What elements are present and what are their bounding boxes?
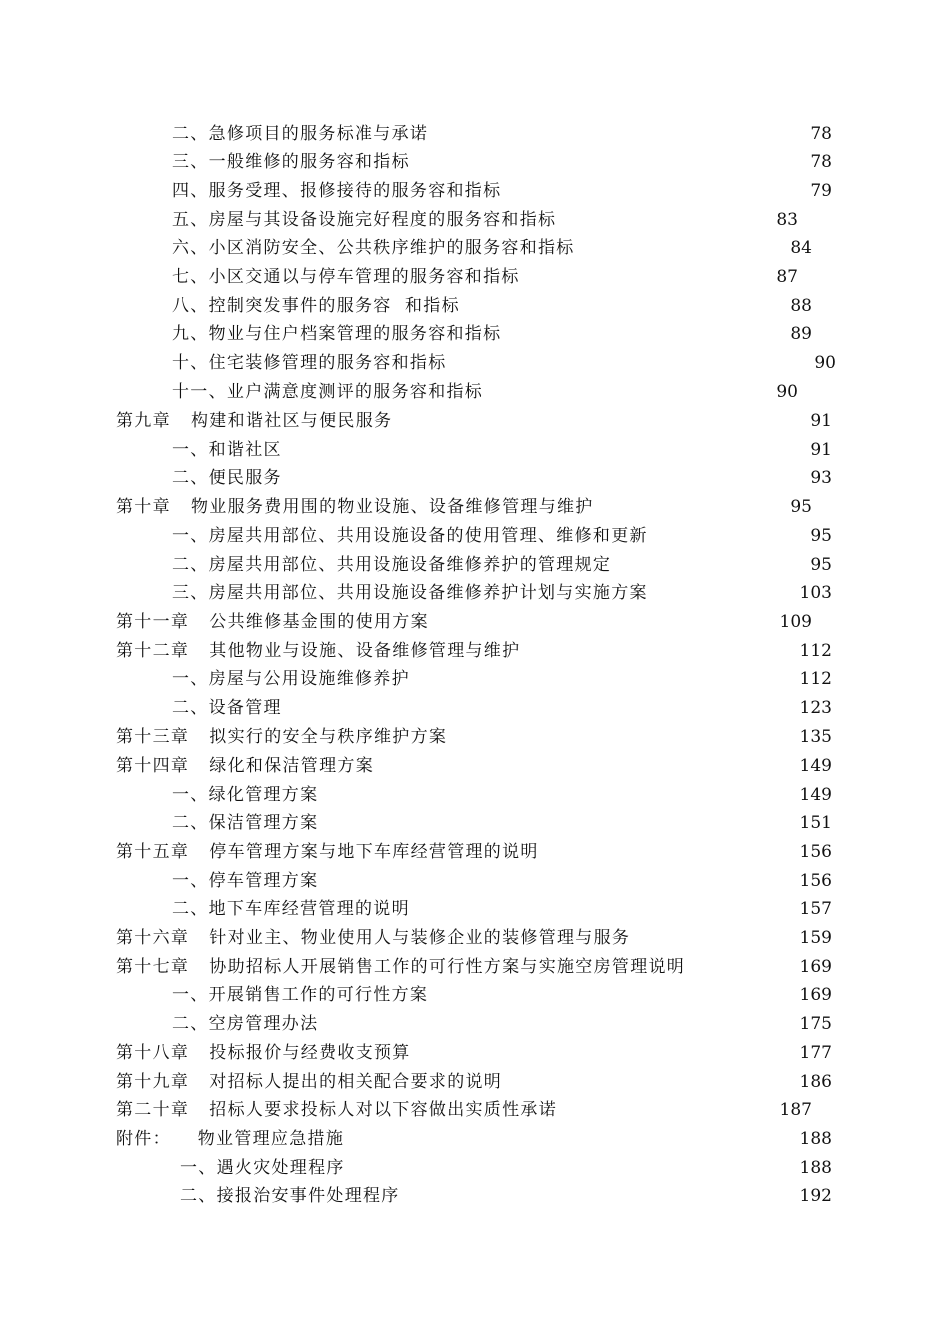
toc-entry-title: 一、绿化管理方案 bbox=[172, 785, 319, 805]
toc-entry-page: 88 bbox=[790, 296, 812, 316]
toc-entry-title: 七、小区交通以与停车管理的服务容和指标 bbox=[172, 267, 520, 287]
toc-entry[interactable] bbox=[0, 551, 950, 579]
toc-entry-title: 九、物业与住户档案管理的服务容和指标 bbox=[172, 324, 502, 344]
toc-entry[interactable] bbox=[0, 608, 950, 636]
toc-entry[interactable] bbox=[0, 378, 950, 406]
toc-entry-page: 169 bbox=[799, 985, 832, 1005]
toc-entry-page: 157 bbox=[799, 899, 832, 919]
toc-entry[interactable] bbox=[0, 234, 950, 262]
toc-entry-title: 第十九章 对招标人提出的相关配合要求的说明 bbox=[116, 1072, 503, 1092]
toc-entry-page: 188 bbox=[799, 1158, 832, 1178]
toc-entry-page: 149 bbox=[799, 756, 832, 776]
toc-entry[interactable] bbox=[0, 981, 950, 1009]
toc-entry[interactable] bbox=[0, 436, 950, 464]
toc-entry-page: 93 bbox=[810, 468, 832, 488]
toc-entry[interactable] bbox=[0, 924, 950, 952]
toc-entry[interactable] bbox=[0, 464, 950, 492]
toc-entry[interactable] bbox=[0, 320, 950, 348]
toc-entry-page: 192 bbox=[799, 1186, 832, 1206]
toc-entry-page: 95 bbox=[810, 526, 832, 546]
toc-entry-title: 二、接报治安事件处理程序 bbox=[180, 1186, 400, 1206]
toc-entry[interactable] bbox=[0, 838, 950, 866]
toc-entry-title: 五、房屋与其设备设施完好程度的服务容和指标 bbox=[172, 210, 557, 230]
toc-entry-title: 一、和谐社区 bbox=[172, 440, 282, 460]
toc-entry-title: 二、急修项目的服务标准与承诺 bbox=[172, 124, 429, 144]
toc-entry-title: 一、房屋共用部位、共用设施设备的使用管理、维修和更新 bbox=[172, 526, 648, 546]
toc-entry-title: 第十一章 公共维修基金围的使用方案 bbox=[116, 612, 429, 632]
toc-entry[interactable] bbox=[0, 493, 950, 521]
toc-entry-page: 112 bbox=[799, 641, 832, 661]
toc-entry-page: 169 bbox=[799, 957, 832, 977]
toc-entry[interactable] bbox=[0, 637, 950, 665]
toc-entry-page: 91 bbox=[810, 411, 832, 431]
toc-entry-title: 第十七章 协助招标人开展销售工作的可行性方案与实施空房管理说明 bbox=[116, 957, 686, 977]
toc-entry-title: 一、停车管理方案 bbox=[172, 871, 319, 891]
toc-entry-page: 149 bbox=[799, 785, 832, 805]
toc-entry-title: 第二十章 招标人要求投标人对以下容做出实质性承诺 bbox=[116, 1100, 558, 1120]
toc-entry-page: 95 bbox=[790, 497, 812, 517]
toc-entry-title: 一、开展销售工作的可行性方案 bbox=[172, 985, 429, 1005]
toc-entry-page: 135 bbox=[799, 727, 832, 747]
toc-entry[interactable] bbox=[0, 148, 950, 176]
toc-entry-page: 156 bbox=[799, 871, 832, 891]
toc-entry[interactable] bbox=[0, 1068, 950, 1096]
toc-entry-title: 第十五章 停车管理方案与地下车库经营管理的说明 bbox=[116, 842, 539, 862]
toc-entry-page: 103 bbox=[799, 583, 832, 603]
toc-entry[interactable] bbox=[0, 1154, 950, 1182]
toc-entry-page: 91 bbox=[810, 440, 832, 460]
toc-entry-title: 第九章 构建和谐社区与便民服务 bbox=[116, 411, 393, 431]
toc-entry[interactable] bbox=[0, 1182, 950, 1210]
toc-entry-page: 79 bbox=[810, 181, 832, 201]
toc-entry[interactable] bbox=[0, 120, 950, 148]
toc-entry-page: 95 bbox=[810, 555, 832, 575]
toc-entry-title: 六、小区消防安全、公共秩序维护的服务容和指标 bbox=[172, 238, 575, 258]
toc-entry-page: 112 bbox=[799, 669, 832, 689]
toc-entry-page: 188 bbox=[799, 1129, 832, 1149]
toc-entry-title: 二、保洁管理方案 bbox=[172, 813, 319, 833]
toc-entry[interactable] bbox=[0, 1096, 950, 1124]
toc-entry[interactable] bbox=[0, 177, 950, 205]
toc-entry[interactable] bbox=[0, 694, 950, 722]
toc-entry-title: 第十八章 投标报价与经费收支预算 bbox=[116, 1043, 411, 1063]
toc-entry[interactable] bbox=[0, 895, 950, 923]
toc-entry-page: 87 bbox=[776, 267, 798, 287]
toc-entry[interactable] bbox=[0, 263, 950, 291]
toc-entry-page: 123 bbox=[799, 698, 832, 718]
toc-entry-page: 90 bbox=[776, 382, 798, 402]
toc-entry-page: 159 bbox=[799, 928, 832, 948]
toc-entry-title: 一、房屋与公用设施维修养护 bbox=[172, 669, 410, 689]
toc-entry[interactable] bbox=[0, 665, 950, 693]
toc-entry-page: 187 bbox=[779, 1100, 812, 1120]
toc-entry[interactable] bbox=[0, 522, 950, 550]
toc-entry-title: 第十章 物业服务费用围的物业设施、设备维修管理与维护 bbox=[116, 497, 594, 517]
toc-entry-page: 78 bbox=[810, 124, 832, 144]
toc-entry-page: 78 bbox=[810, 152, 832, 172]
toc-entry[interactable] bbox=[0, 867, 950, 895]
toc-entry-title: 第十四章 绿化和保洁管理方案 bbox=[116, 756, 375, 776]
toc-entry-title: 二、空房管理办法 bbox=[172, 1014, 319, 1034]
toc-entry-title: 三、房屋共用部位、共用设施设备维修养护计划与实施方案 bbox=[172, 583, 648, 603]
toc-entry-title: 三、一般维修的服务容和指标 bbox=[172, 152, 410, 172]
toc-entry[interactable] bbox=[0, 407, 950, 435]
toc-entry[interactable] bbox=[0, 349, 950, 377]
toc-entry-page: 177 bbox=[799, 1043, 832, 1063]
toc-entry-page: 84 bbox=[790, 238, 812, 258]
toc-entry[interactable] bbox=[0, 723, 950, 751]
toc-entry-page: 156 bbox=[799, 842, 832, 862]
toc-entry[interactable] bbox=[0, 579, 950, 607]
toc-entry-title: 第十二章 其他物业与设施、设备维修管理与维护 bbox=[116, 641, 521, 661]
toc-entry-page: 89 bbox=[790, 324, 812, 344]
toc-entry[interactable] bbox=[0, 781, 950, 809]
toc-entry-page: 175 bbox=[799, 1014, 832, 1034]
toc-entry-page: 109 bbox=[779, 612, 812, 632]
toc-entry-page: 151 bbox=[799, 813, 832, 833]
toc-entry[interactable] bbox=[0, 1010, 950, 1038]
toc-entry[interactable] bbox=[0, 809, 950, 837]
toc-entry-title: 八、控制突发事件的服务容 和指标 bbox=[172, 296, 460, 316]
toc-entry-page: 90 bbox=[814, 353, 836, 373]
toc-entry-title: 十、住宅装修管理的服务容和指标 bbox=[172, 353, 447, 373]
toc-entry[interactable] bbox=[0, 1125, 950, 1153]
toc-entry[interactable] bbox=[0, 206, 950, 234]
toc-entry[interactable] bbox=[0, 953, 950, 981]
toc-entry-title: 二、便民服务 bbox=[172, 468, 282, 488]
toc-entry-title: 二、地下车库经营管理的说明 bbox=[172, 899, 410, 919]
toc-entry-title: 二、设备管理 bbox=[172, 698, 282, 718]
toc-entry[interactable] bbox=[0, 292, 950, 320]
toc-entry-title: 第十三章 拟实行的安全与秩序维护方案 bbox=[116, 727, 448, 747]
toc-entry-title: 第十六章 针对业主、物业使用人与装修企业的装修管理与服务 bbox=[116, 928, 631, 948]
toc-entry-title: 一、遇火灾处理程序 bbox=[180, 1158, 345, 1178]
toc-entry[interactable] bbox=[0, 1039, 950, 1067]
toc-entry-title: 二、房屋共用部位、共用设施设备维修养护的管理规定 bbox=[172, 555, 612, 575]
toc-entry-title: 十一、业户满意度测评的服务容和指标 bbox=[172, 382, 484, 402]
toc-entry[interactable] bbox=[0, 752, 950, 780]
toc-entry-title: 四、服务受理、报修接待的服务容和指标 bbox=[172, 181, 502, 201]
toc-entry-page: 83 bbox=[776, 210, 798, 230]
toc-entry-page: 186 bbox=[799, 1072, 832, 1092]
toc-entry-title: 附件： 物业管理应急措施 bbox=[116, 1129, 345, 1149]
